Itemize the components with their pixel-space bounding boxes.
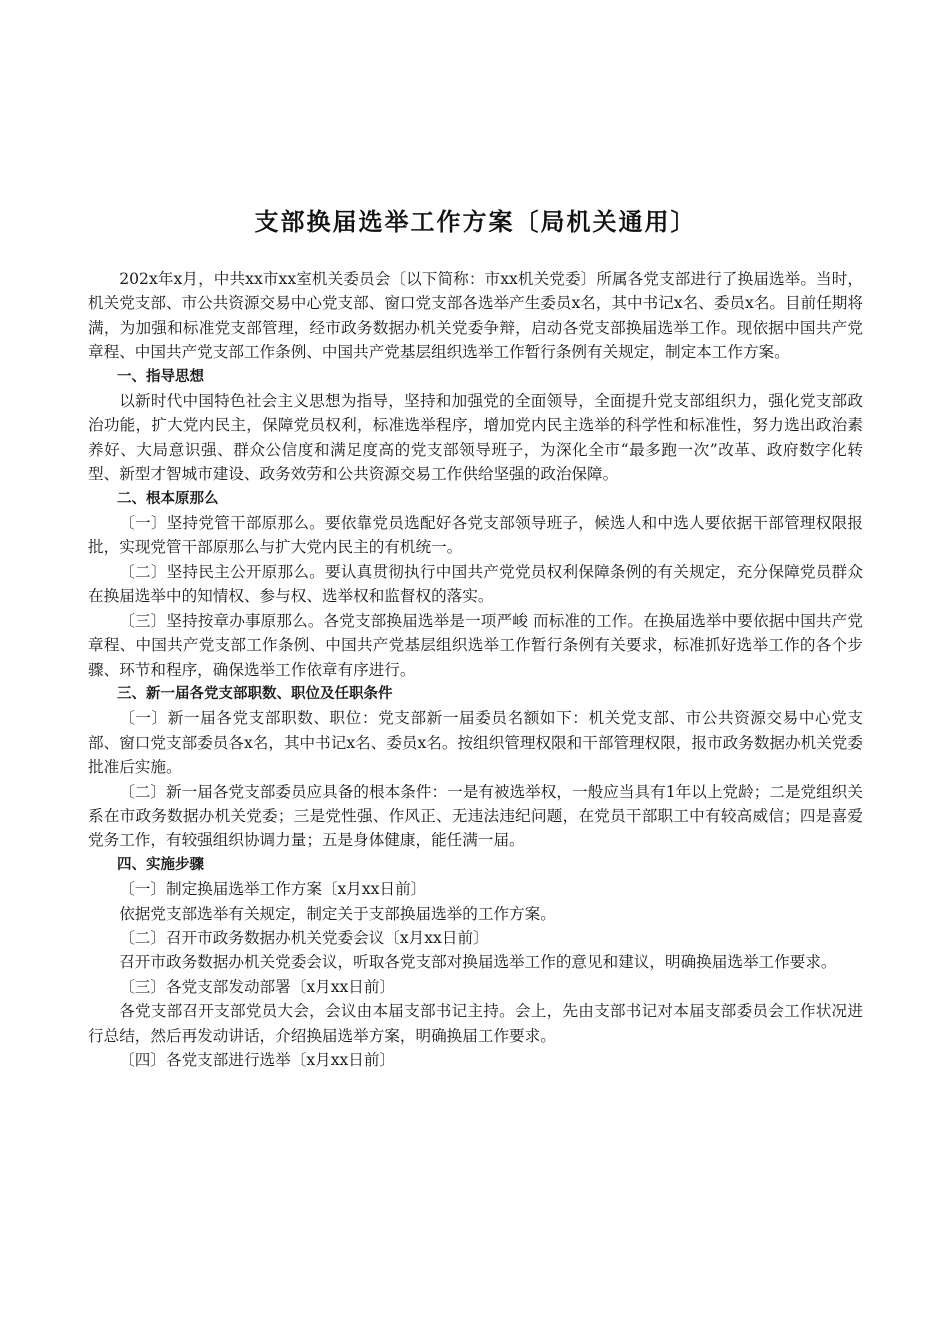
- section-heading: 四、实施步骤: [117, 856, 204, 873]
- body-paragraph: 〔一〕制定换届选举工作方案〔x月xx日前〕: [119, 880, 427, 899]
- body-paragraph: 〔一〕坚持党管干部原那么。要依靠党员选配好各党支部领导班子，候选人和中选人要依据干部管理权限报批，实现党管干部原那么与扩大党内民主的有机统一。: [88, 514, 863, 557]
- body-paragraph: 召开市政务数据办机关党委会议，听取各党支部对换届选举工作的意见和建议，明确换届选举工作要求。: [119, 953, 837, 972]
- body-paragraph: 〔二〕新一届各党支部委员应具备的根本条件：一是有被选举权，一般应当具有1年以上党龄；二是党组织关系在市政务数据办机关党委；三是党性强、作风正、无违法违纪问题，在党员干部职工中有较高威信；四是喜爱党务工作，有较强组织协调力量；五是身体健康，能任满一届。: [88, 782, 863, 850]
- body-paragraph: 〔一〕新一届各党支部职数、职位：党支部新一届委员名额如下：机关党支部、市公共资源交易中心党支部、窗口党支部委员各x名，其中书记x名、委员x名。按组织管理权限和干部管理权限，报市政务数据办机关党委批准后实施。: [88, 709, 863, 777]
- document-title: 支部换届选举工作方案〔局机关通用〕: [254, 208, 697, 236]
- body-paragraph: 各党支部召开支部党员大会，会议由本届支部书记主持。会上，先由支部书记对本届支部委员会工作状况进行总结，然后再发动讲话，介绍换届选举方案，明确换届工作要求。: [88, 1002, 863, 1045]
- body-paragraph: 202x年x月，中共xx市xx室机关委员会〔以下简称：市xx机关党委〕所属各党支部进行了换届选举。当时，机关党支部、市公共资源交易中心党支部、窗口党支部各选举产生委员x名，其中书记x名、委员x名。目前任期将满，为加强和标准党支部管理，经市政务数据办机关党委争辩，启动各党支部换届选举工作。现依据中国共产党章程、中国共产党支部工作条例、中国共产党基层组织选举工作暂行条例有关规定，制定本工作方案。: [88, 270, 863, 362]
- document-body: [88, 267, 863, 1072]
- body-paragraph: 〔三〕坚持按章办事原那么。各党支部换届选举是一项严峻 而标准的工作。在换届选举中要依据中国共产党章程、中国共产党支部工作条例、中国共产党基层组织选举工作暂行条例有关要求，标准抓好选举工作的各个步骤、环节和程序，确保选举工作依章有序进行。: [88, 611, 863, 679]
- body-paragraph: 依据党支部选举有关规定，制定关于支部换届选举的工作方案。: [119, 904, 556, 923]
- body-paragraph: 〔四〕各党支部进行选举〔x月xx日前〕: [119, 1051, 396, 1069]
- section-heading: 二、根本原那么: [117, 490, 219, 507]
- body-paragraph: 〔二〕坚持民主公开原那么。要认真贯彻执行中国共产党党员权利保障条例的有关规定，充分保障党员群众在换届选举中的知情权、参与权、选举权和监督权的落实。: [88, 562, 863, 606]
- section-heading: 三、新一届各党支部职数、职位及任职条件: [117, 685, 393, 702]
- section-heading: 一、指导思想: [117, 368, 204, 385]
- body-paragraph: 〔三〕各党支部发动部署〔x月xx日前〕: [119, 977, 396, 996]
- body-paragraph: 〔二〕召开市政务数据办机关党委会议〔x月xx日前〕: [119, 928, 489, 947]
- document-page: [88, 202, 863, 1072]
- body-paragraph: 以新时代中国特色社会主义思想为指导，坚持和加强党的全面领导，全面提升党支部组织力，强化党支部政治功能，扩大党内民主，保障党员权利，标准选举程序，增加党内民主选举的科学性和标准性，努力选出政治素养好、大局意识强、群众公信度和满足度高的党支部领导班子，为深化全市“最多跑一次”改革、政府数字化转型、新型才智城市建设、政务效劳和公共资源交易工作供给坚强的政治保障。: [88, 392, 863, 484]
